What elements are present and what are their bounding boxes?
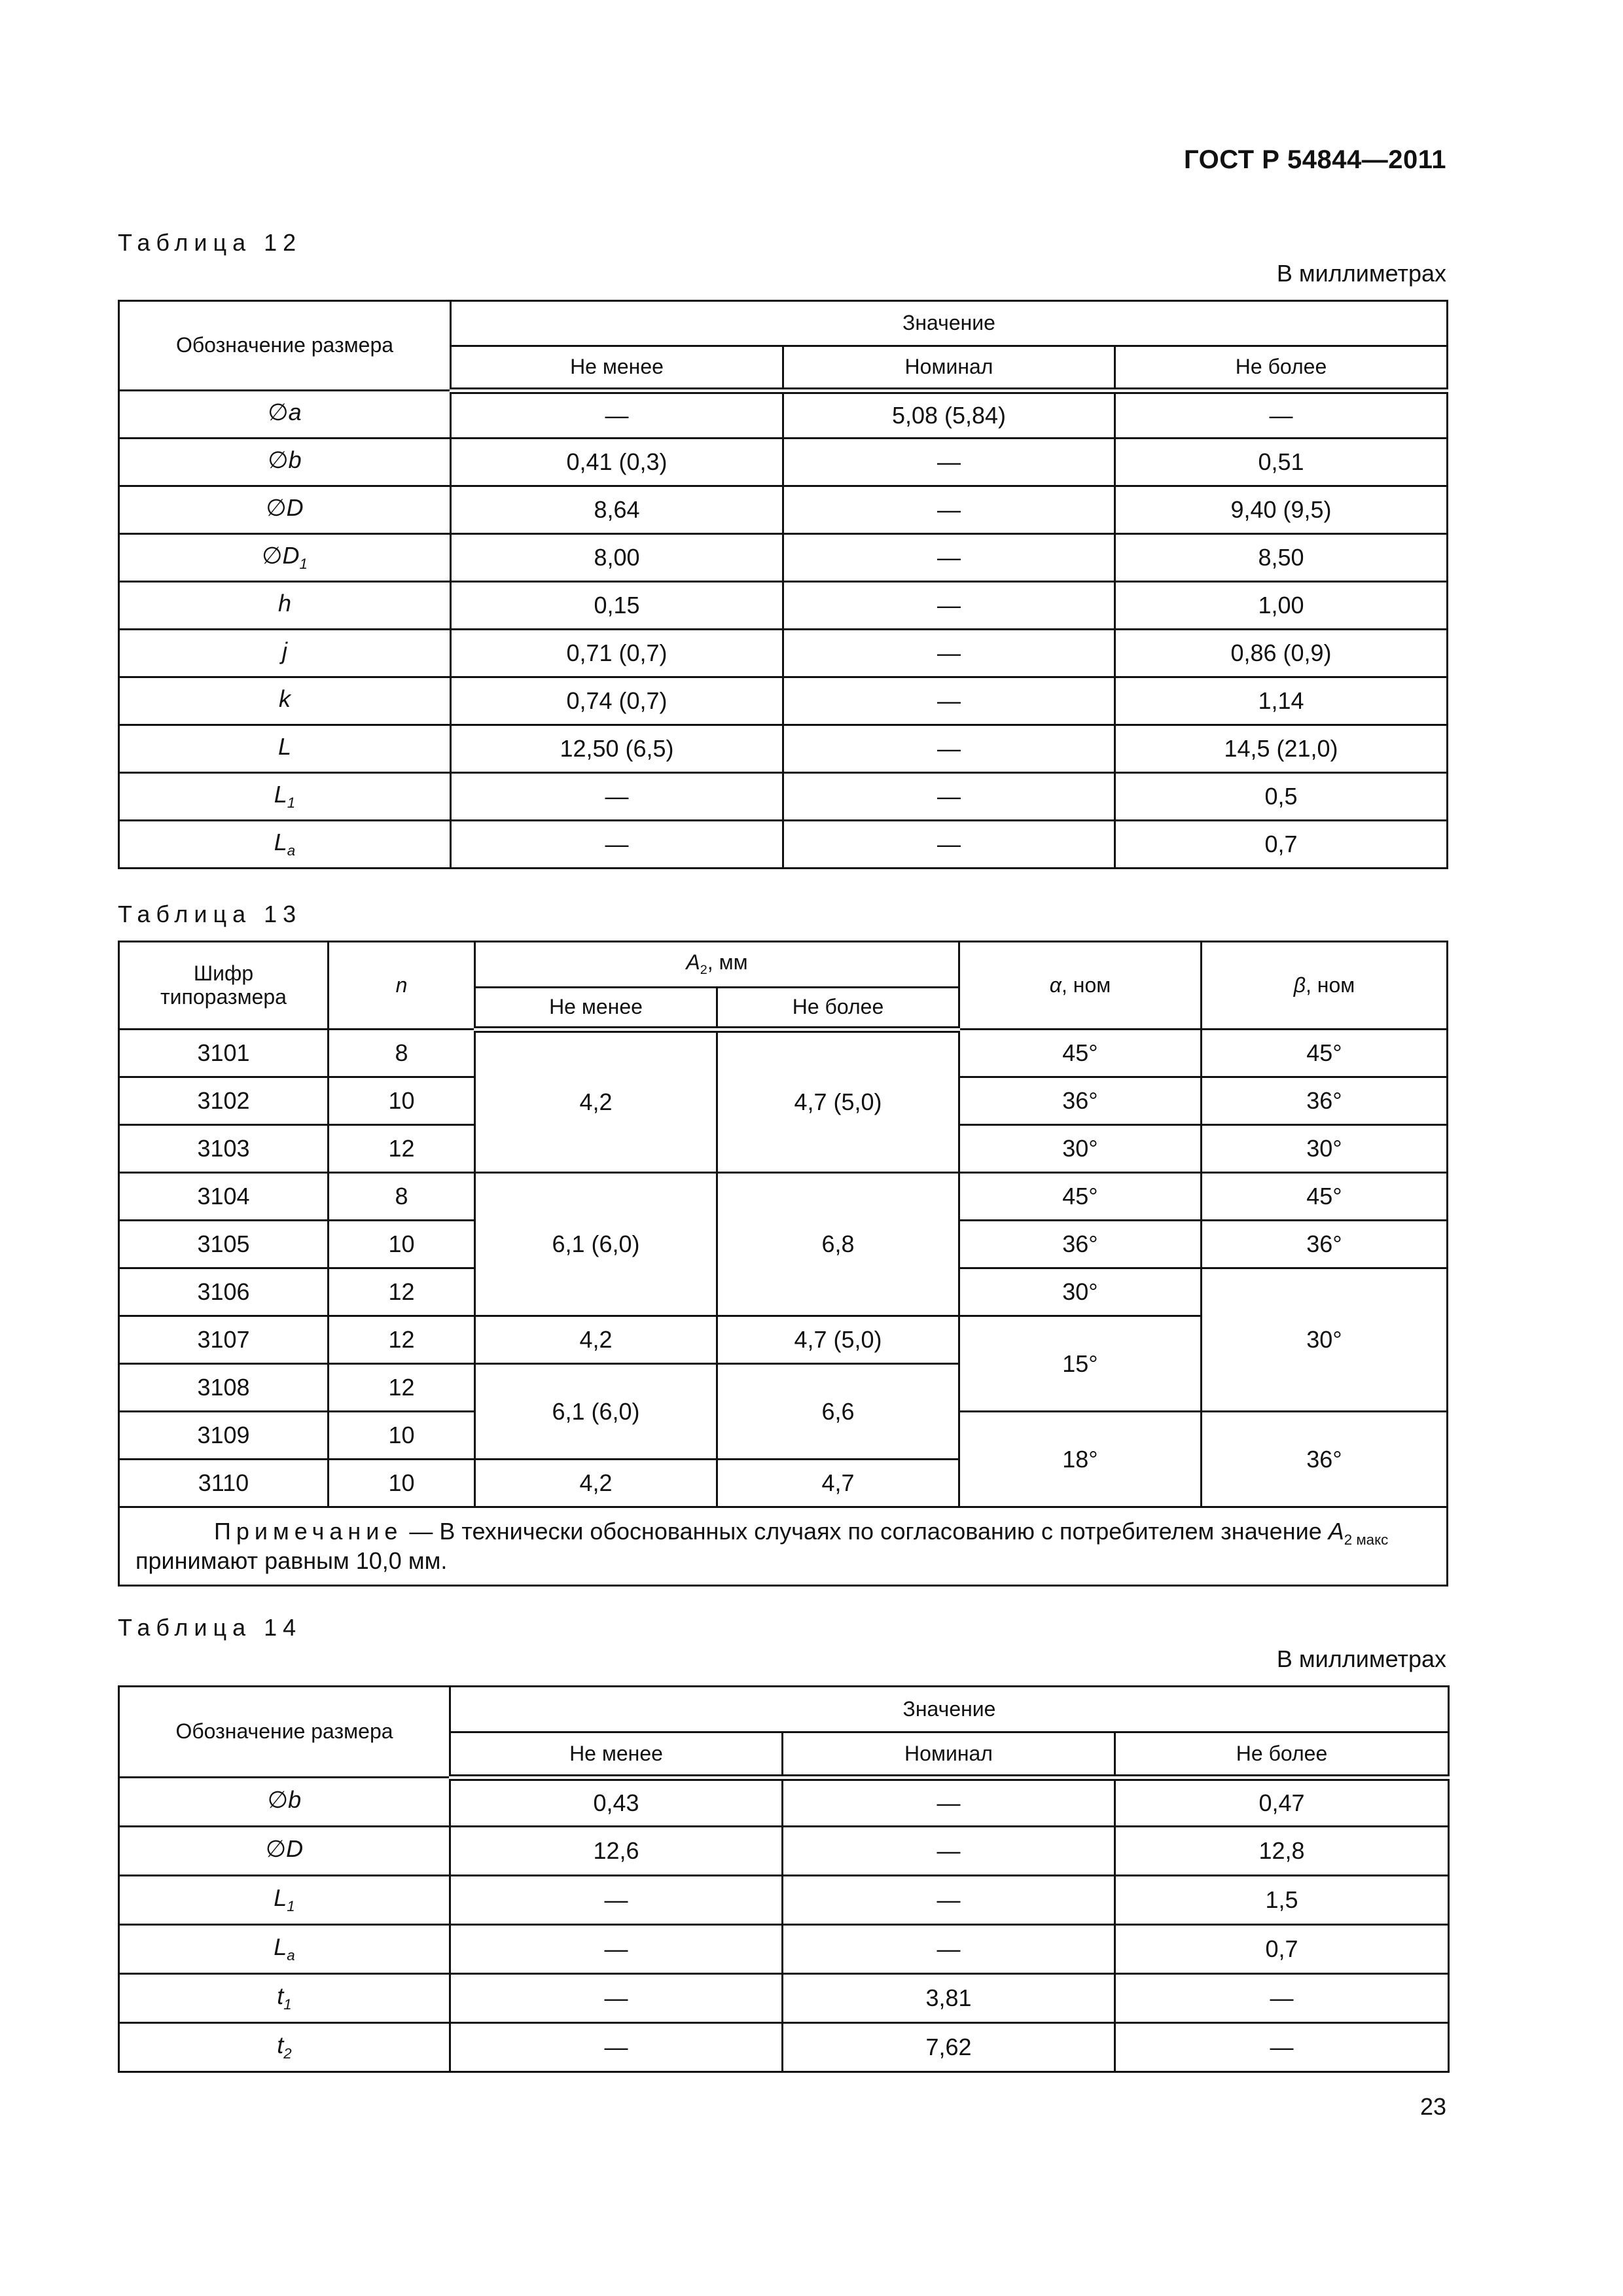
table13-n: 10 — [329, 1221, 475, 1268]
table13-n: 12 — [329, 1125, 475, 1173]
table13-header-a2-min: Не менее — [475, 988, 717, 1030]
table14 — [118, 1685, 1450, 2073]
value-max: 0,86 (0,9) — [1115, 630, 1448, 677]
table13-alpha: 36° — [959, 1221, 1202, 1268]
dimension-symbol — [119, 1974, 450, 2023]
value-nom: — — [783, 821, 1115, 869]
value-nom: — — [783, 1827, 1115, 1876]
value-nom: — — [783, 1778, 1115, 1827]
table13-n: 12 — [329, 1364, 475, 1412]
symbol-letter: h — [277, 590, 292, 617]
symbol-subscript: 1 — [287, 795, 296, 812]
value-nom: — — [783, 534, 1115, 582]
value-min: — — [450, 1974, 783, 2023]
table13-code: 3110 — [119, 1460, 329, 1507]
table12-header-min: Не менее — [451, 346, 783, 391]
table-row — [119, 534, 1448, 582]
table12 — [118, 300, 1448, 869]
value-max: 12,8 — [1115, 1827, 1449, 1876]
table13-n: 10 — [329, 1460, 475, 1507]
value-max: 8,50 — [1115, 534, 1448, 582]
table13-n: 10 — [329, 1412, 475, 1460]
value-max: 9,40 (9,5) — [1115, 486, 1448, 534]
table14-header-min: Не менее — [450, 1732, 783, 1778]
value-nom: 5,08 (5,84) — [783, 391, 1115, 439]
dimension-symbol — [119, 773, 451, 821]
table13-alpha: 45° — [959, 1030, 1202, 1077]
symbol-letter: L — [274, 1884, 287, 1912]
note-tail: принимают равным 10,0 мм. — [135, 1547, 448, 1575]
dimension-symbol — [119, 486, 451, 534]
symbol-letter: L — [274, 829, 287, 856]
table13-header-a2-symbol: A — [686, 950, 700, 975]
table13-code: 3104 — [119, 1173, 329, 1221]
table13-code: 3102 — [119, 1077, 329, 1125]
value-max: 0,5 — [1115, 773, 1448, 821]
diameter-sign: ∅ — [262, 542, 283, 569]
table13-beta: 30° — [1202, 1268, 1448, 1412]
dimension-symbol — [119, 2023, 450, 2072]
dimension-symbol — [119, 582, 451, 630]
table13-beta: 36° — [1202, 1221, 1448, 1268]
table-row — [119, 773, 1448, 821]
table-row — [119, 725, 1448, 773]
value-nom: — — [783, 1876, 1115, 1925]
table13-a2-min: 4,2 — [475, 1316, 717, 1364]
value-nom: 3,81 — [783, 1974, 1115, 2023]
table13-header-a2-max: Не более — [717, 988, 959, 1030]
value-min: 8,00 — [451, 534, 783, 582]
dimension-symbol — [119, 725, 451, 773]
symbol-letter: D — [286, 494, 304, 522]
table-row — [119, 1974, 1449, 2023]
table13-header-code — [119, 942, 329, 1030]
dimension-symbol — [119, 1876, 450, 1925]
table13-header-a2 — [475, 942, 959, 988]
diameter-sign: ∅ — [268, 399, 289, 426]
table13-n: 8 — [329, 1030, 475, 1077]
value-min: 0,15 — [451, 582, 783, 630]
table13-a2-min: 6,1 (6,0) — [475, 1173, 717, 1316]
value-nom: — — [783, 582, 1115, 630]
table12-units: В миллиметрах — [1276, 260, 1446, 287]
symbol-subscript: 1 — [299, 556, 308, 573]
note-label: Примечание — [214, 1518, 403, 1545]
value-min: — — [450, 1876, 783, 1925]
value-nom: 7,62 — [783, 2023, 1115, 2072]
table-row — [119, 2023, 1449, 2072]
symbol-letter: k — [279, 685, 291, 713]
symbol-letter: a — [288, 399, 302, 426]
table12-caption: Таблица 12 — [118, 229, 302, 256]
table13-n: 10 — [329, 1077, 475, 1125]
dimension-symbol — [119, 534, 451, 582]
table-row — [119, 582, 1448, 630]
diameter-sign: ∅ — [267, 1786, 289, 1814]
page-number: 23 — [1419, 2093, 1446, 2120]
symbol-letter: b — [288, 446, 302, 474]
symbol-subscript: 1 — [287, 1898, 295, 1915]
symbol-letter: j — [282, 637, 287, 665]
table13-code: 3103 — [119, 1125, 329, 1173]
table-row — [119, 1778, 1449, 1827]
table13-header-a2-unit: , мм — [707, 950, 748, 975]
table-row — [119, 439, 1448, 486]
value-min: — — [451, 821, 783, 869]
table13-header-n: n — [329, 942, 475, 1030]
value-min: 0,43 — [450, 1778, 783, 1827]
table13-beta: 45° — [1202, 1030, 1448, 1077]
value-max: 1,5 — [1115, 1876, 1449, 1925]
table14-header-nom: Номинал — [783, 1732, 1115, 1778]
note-subscript: 2 макс — [1344, 1531, 1389, 1548]
table-row — [119, 630, 1448, 677]
table13-header-code-line2: типоразмера — [160, 984, 287, 1009]
table13-code: 3105 — [119, 1221, 329, 1268]
symbol-subscript: 1 — [283, 1996, 292, 2013]
diameter-sign: ∅ — [265, 1835, 287, 1863]
table13-alpha: 18° — [959, 1412, 1202, 1507]
table13-n: 12 — [329, 1268, 475, 1316]
value-max: 0,51 — [1115, 439, 1448, 486]
value-max: 1,14 — [1115, 677, 1448, 725]
symbol-letter: L — [274, 781, 287, 808]
symbol-letter: D — [286, 1835, 304, 1863]
table14-caption: Таблица 14 — [118, 1614, 302, 1641]
table13-header-a2-subscript: 2 — [700, 963, 707, 978]
symbol-letter: b — [288, 1786, 302, 1814]
table13-a2-min: 4,2 — [475, 1030, 717, 1173]
diameter-sign: ∅ — [268, 446, 289, 474]
table13-alpha: 45° — [959, 1173, 1202, 1221]
table13-a2-max: 6,8 — [717, 1173, 959, 1316]
value-nom: — — [783, 630, 1115, 677]
symbol-letter: L — [277, 733, 292, 761]
value-max: — — [1115, 2023, 1449, 2072]
value-max: 0,7 — [1115, 1925, 1449, 1974]
table13-alpha: 15° — [959, 1316, 1202, 1412]
dimension-symbol — [119, 1778, 450, 1827]
table13-n: 12 — [329, 1316, 475, 1364]
table13-header-beta — [1202, 942, 1448, 1030]
value-min: 0,74 (0,7) — [451, 677, 783, 725]
table13-a2-max: 6,6 — [717, 1364, 959, 1460]
table13-code: 3107 — [119, 1316, 329, 1364]
symbol-letter: L — [274, 1933, 287, 1961]
table14-header-name: Обозначение размера — [119, 1687, 450, 1778]
table13-alpha: 30° — [959, 1268, 1202, 1316]
table13-header-beta-rest: , ном — [1306, 973, 1355, 997]
table13-header-beta-symbol: β — [1293, 973, 1306, 997]
value-min: 0,41 (0,3) — [451, 439, 783, 486]
table13-alpha: 36° — [959, 1077, 1202, 1125]
table13-code: 3106 — [119, 1268, 329, 1316]
table13-note — [119, 1507, 1448, 1586]
symbol-letter: t — [277, 1982, 284, 2010]
symbol-subscript: a — [287, 1947, 295, 1964]
symbol-subscript: 2 — [283, 2045, 292, 2062]
value-nom: — — [783, 677, 1115, 725]
note-text: — В технически обоснованных случаях по согласованию с потребителем значение — [402, 1518, 1329, 1545]
value-min: 12,50 (6,5) — [451, 725, 783, 773]
note-indent — [135, 1518, 214, 1545]
table12-header-nom: Номинал — [783, 346, 1115, 391]
table13-beta: 36° — [1202, 1077, 1448, 1125]
table13-beta: 36° — [1202, 1412, 1448, 1507]
symbol-letter: D — [282, 542, 300, 569]
table13-header-alpha-symbol: α — [1049, 973, 1061, 997]
value-max: 0,47 — [1115, 1778, 1449, 1827]
value-min: — — [451, 773, 783, 821]
table12-header-name: Обозначение размера — [119, 301, 451, 391]
standard-designation: ГОСТ Р 54844—2011 — [1184, 145, 1446, 174]
table13-beta: 30° — [1202, 1125, 1448, 1173]
table13-a2-min: 6,1 (6,0) — [475, 1364, 717, 1460]
table13-caption: Таблица 13 — [118, 901, 302, 927]
table14-header-max: Не более — [1115, 1732, 1449, 1778]
value-max: 14,5 (21,0) — [1115, 725, 1448, 773]
table-row — [119, 1925, 1449, 1974]
value-nom: — — [783, 725, 1115, 773]
dimension-symbol — [119, 391, 451, 439]
table13-code: 3101 — [119, 1030, 329, 1077]
dimension-symbol — [119, 1827, 450, 1876]
diameter-sign: ∅ — [266, 494, 287, 522]
value-min: 12,6 — [450, 1827, 783, 1876]
table13-header-code-line1: Шифр — [193, 961, 254, 986]
symbol-letter: t — [277, 2032, 284, 2059]
table13-header-alpha-rest: , ном — [1061, 973, 1111, 997]
table-row — [119, 486, 1448, 534]
value-min: — — [450, 1925, 783, 1974]
table13-code: 3108 — [119, 1364, 329, 1412]
value-max: 1,00 — [1115, 582, 1448, 630]
dimension-symbol — [119, 677, 451, 725]
table12-header-max: Не более — [1115, 346, 1448, 391]
table13-code: 3109 — [119, 1412, 329, 1460]
value-min: — — [451, 391, 783, 439]
value-nom: — — [783, 439, 1115, 486]
table-row — [119, 677, 1448, 725]
table12-header-value: Значение — [451, 301, 1448, 346]
value-min: 8,64 — [451, 486, 783, 534]
dimension-symbol — [119, 1925, 450, 1974]
table-row — [119, 821, 1448, 869]
value-nom: — — [783, 773, 1115, 821]
dimension-symbol — [119, 630, 451, 677]
table14-units: В миллиметрах — [1276, 1645, 1446, 1672]
table13-a2-max: 4,7 (5,0) — [717, 1030, 959, 1173]
symbol-subscript: a — [287, 842, 296, 859]
value-min: 0,71 (0,7) — [451, 630, 783, 677]
value-max: — — [1115, 391, 1448, 439]
dimension-symbol — [119, 821, 451, 869]
table-row — [119, 1876, 1449, 1925]
table13-a2-min: 4,2 — [475, 1460, 717, 1507]
table13 — [118, 941, 1448, 1587]
dimension-symbol — [119, 439, 451, 486]
table13-a2-max: 4,7 (5,0) — [717, 1316, 959, 1364]
table14-header-value: Значение — [450, 1687, 1449, 1732]
value-max: — — [1115, 1974, 1449, 2023]
table13-beta: 45° — [1202, 1173, 1448, 1221]
value-nom: — — [783, 1925, 1115, 1974]
note-symbol: A — [1328, 1518, 1344, 1545]
table13-n: 8 — [329, 1173, 475, 1221]
table13-alpha: 30° — [959, 1125, 1202, 1173]
value-nom: — — [783, 486, 1115, 534]
table-row — [119, 391, 1448, 439]
value-min: — — [450, 2023, 783, 2072]
value-max: 0,7 — [1115, 821, 1448, 869]
table13-a2-max: 4,7 — [717, 1460, 959, 1507]
table13-header-alpha — [959, 942, 1202, 1030]
table-row — [119, 1827, 1449, 1876]
